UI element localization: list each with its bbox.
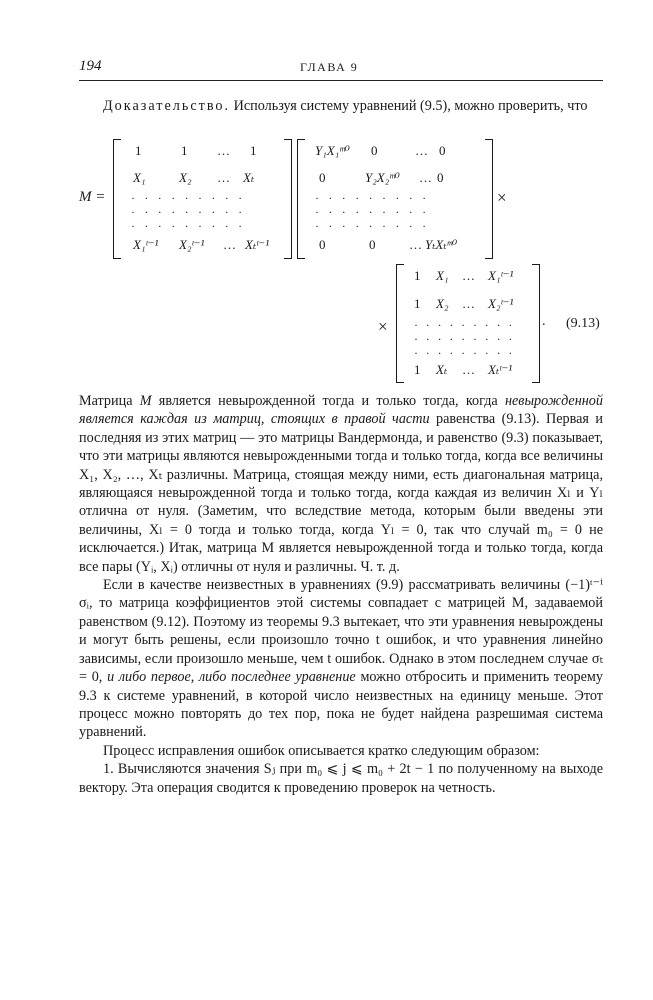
matrix-cell: X₁ᵗ⁻¹ bbox=[133, 237, 159, 252]
matrix-row bbox=[113, 170, 292, 190]
matrix-dots-row: · · · · · · · · · bbox=[131, 205, 246, 219]
matrix-cell: … bbox=[415, 143, 428, 158]
matrix-cell: Xₜᵗ⁻¹ bbox=[245, 237, 270, 252]
text-run: можно отбросить и применить теорему 9.3 к системе уравнений, в которой число неизвестных на единицу меньше. Этот процесс можно повторять до тех пор, пока не будет найдена разрешимая система уравнений. bbox=[79, 669, 603, 741]
matrix-cell: 1 bbox=[181, 143, 188, 158]
matrix-dots-row: · · · · · · · · · bbox=[414, 346, 515, 360]
matrix-cell: … bbox=[217, 170, 230, 185]
text-run: невырожденной является каждая из матриц, стоящих в правой части bbox=[79, 393, 603, 428]
text-run: является невырожденной тогда и только тогда, когда bbox=[151, 393, 505, 409]
matrix-cell: X₂ bbox=[179, 170, 192, 185]
matrix-row bbox=[297, 170, 493, 190]
text-run: равенства (9.13). Первая и последняя из этих матриц — это матрицы Вандермонда, и равенство (9.3) показывает, что эти матрицы являются невырожденными тогда и только тогда, когда все величины X₁, X₂, …, Xₜ различны. Матрица, стоящая между ними, есть диагональная матрица, являющаяся невырожденной тогда и только тогда, когда каждая из величин Xₗ и Yₗ отлична от нуля. (Заметим, что вследствие метода, которым были введены эти величины, Xₗ = 0 тогда и только тогда, когда Yₗ = 0, так что случай m₀ = 0 не исключается.) Итак, матрица M является невырожденной тогда и только тогда, когда все пары (Yᵢ, Xᵢ) отличны от нуля и различны. Ч. т. д. bbox=[79, 411, 603, 575]
matrix-cell: Xₜ bbox=[436, 362, 448, 377]
equation-number: (9.13) bbox=[566, 316, 600, 331]
matrix-vandermonde-right bbox=[396, 264, 540, 384]
matrix-vandermonde-left bbox=[113, 139, 292, 260]
matrix-cell: 1 bbox=[135, 143, 142, 158]
times-symbol: × bbox=[378, 317, 388, 336]
proof-text: Используя систему уравнений (9.5), можно проверить, что bbox=[230, 98, 588, 114]
running-head: ГЛАВА 9 bbox=[300, 60, 359, 74]
matrix-cell: Y₁X₁ᵐ⁰ bbox=[315, 143, 350, 158]
matrix-cell: X₂ᵗ⁻¹ bbox=[488, 296, 514, 311]
matrix-cell: X₂ᵗ⁻¹ bbox=[179, 237, 205, 252]
matrix-cell: 1 bbox=[414, 362, 421, 377]
text-run: M bbox=[139, 393, 152, 409]
matrix-cell: … bbox=[223, 237, 236, 252]
text-run: Матрица bbox=[79, 393, 140, 409]
page-number: 194 bbox=[79, 58, 102, 74]
paragraph: 1. Вычисляются значения Sⱼ при m₀ ⩽ j ⩽ m₀ + 2t − 1 по полученному на выходе вектору. Эта операция сводится к проведению проверок на четность. bbox=[79, 761, 603, 796]
matrix-dots-row: · · · · · · · · · bbox=[131, 219, 246, 233]
matrix-cell: … bbox=[419, 170, 432, 185]
matrix-cell: 0 bbox=[369, 237, 376, 252]
matrix-cell: 0 bbox=[319, 170, 326, 185]
matrix-row bbox=[297, 143, 493, 163]
matrix-cell: 1 bbox=[414, 296, 421, 311]
text-run: Если в качестве неизвестных в уравнениях (9.9) рассматривать величины (−1)ᵗ⁻ⁱ σᵢ, то матрица коэффициентов этой системы совпадает с матрицей M, задаваемой равенством (9.12). Поэтому из теоремы 9.3 вытекает, что эти уравнения невырождены и могут быть решены, если произошло точно t ошибок, и что уравнения линейно зависимы, если произошло меньше, чем t ошибок. Однако в этом последнем случае σₜ = 0, bbox=[79, 577, 603, 686]
paragraph bbox=[79, 392, 603, 576]
paragraph: Процесс исправления ошибок описывается кратко следующим образом: bbox=[103, 742, 540, 759]
matrix-dots-row: · · · · · · · · · bbox=[414, 318, 515, 332]
matrix-cell: … bbox=[217, 143, 230, 158]
matrix-row bbox=[396, 296, 540, 316]
text-run: и либо первое, либо последнее уравнение bbox=[107, 669, 356, 686]
times-symbol: × bbox=[497, 188, 507, 207]
matrix-cell: X₁ bbox=[436, 268, 449, 283]
proof-label: Доказательство. bbox=[103, 98, 231, 114]
matrix-cell: … bbox=[462, 362, 475, 377]
matrix-cell: 1 bbox=[414, 268, 421, 283]
paragraph bbox=[79, 576, 603, 742]
matrix-row bbox=[297, 237, 493, 257]
proof-intro bbox=[79, 97, 603, 115]
matrix-cell: … bbox=[462, 268, 475, 283]
matrix-dots-row: · · · · · · · · · bbox=[315, 205, 430, 219]
matrix-cell: 1 bbox=[250, 143, 257, 158]
equation-period: . bbox=[542, 314, 546, 329]
matrix-cell: X₂ bbox=[436, 296, 449, 311]
matrix-row bbox=[113, 237, 292, 257]
matrix-cell: … bbox=[462, 296, 475, 311]
matrix-cell: X₁ bbox=[133, 170, 146, 185]
matrix-dots-row: · · · · · · · · · bbox=[414, 332, 515, 346]
matrix-dots-row: · · · · · · · · · bbox=[315, 191, 430, 205]
matrix-dots-row: · · · · · · · · · bbox=[315, 219, 430, 233]
matrix-cell: … bbox=[409, 237, 422, 252]
matrix-cell: Xₜᵗ⁻¹ bbox=[488, 362, 513, 377]
lhs-symbol: M = bbox=[79, 189, 106, 205]
matrix-cell: Y₂X₂ᵐ⁰ bbox=[365, 170, 400, 185]
matrix-diagonal bbox=[297, 139, 493, 260]
matrix-cell: 0 bbox=[371, 143, 378, 158]
matrix-cell: 0 bbox=[439, 143, 446, 158]
matrix-cell: 0 bbox=[437, 170, 444, 185]
matrix-row bbox=[113, 143, 292, 163]
matrix-row bbox=[396, 268, 540, 288]
matrix-cell: YₜXₜᵐ⁰ bbox=[425, 237, 458, 252]
matrix-row bbox=[396, 362, 540, 382]
header-rule bbox=[79, 80, 603, 81]
matrix-cell: 0 bbox=[319, 237, 326, 252]
matrix-cell: X₁ᵗ⁻¹ bbox=[488, 268, 514, 283]
matrix-dots-row: · · · · · · · · · bbox=[131, 191, 246, 205]
body-text bbox=[79, 392, 603, 797]
matrix-cell: Xₜ bbox=[243, 170, 255, 185]
